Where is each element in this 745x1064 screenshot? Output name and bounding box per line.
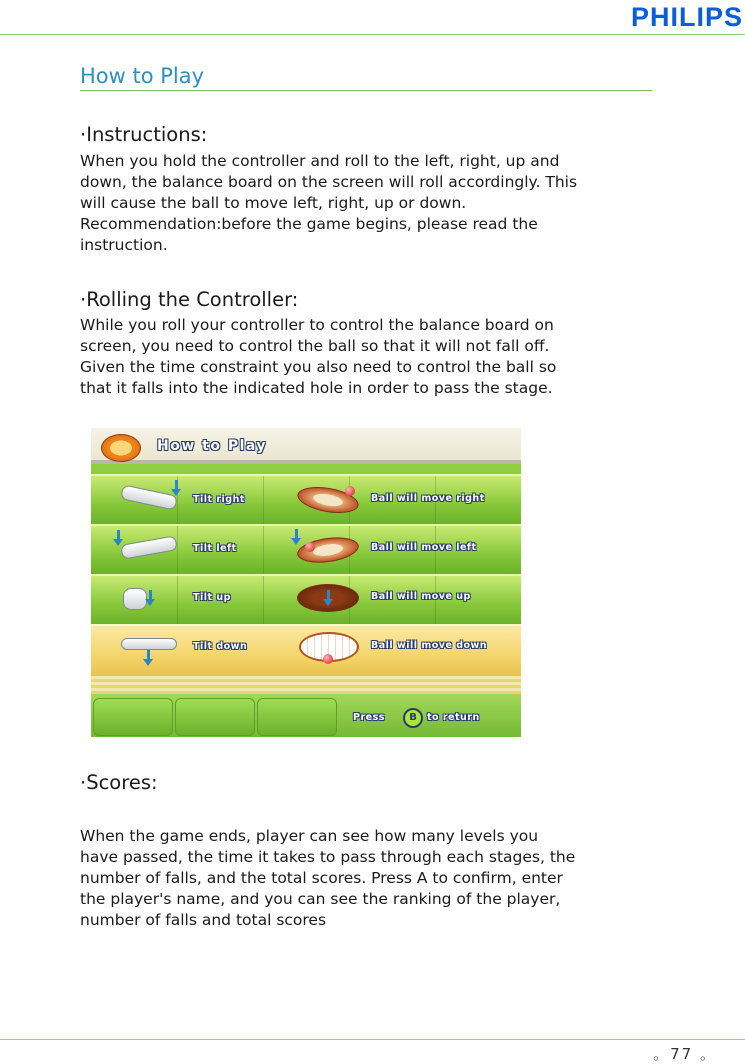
remote-icon [121,638,177,650]
text-line: While you roll your controller to control the balance board on [80,316,554,334]
remote-icon [123,588,147,610]
footer-divider [0,1039,745,1040]
ball-icon [345,486,355,496]
row-result-label: Ball will move left [371,542,477,553]
row-action-label: Tilt down [193,641,248,652]
page-number: 。77 。 [653,1045,717,1063]
arrow-down-icon [327,590,330,600]
row-action-label: Tilt right [193,494,245,505]
instructions-heading: ·Instructions: [80,123,208,146]
row-divider [263,576,264,624]
header-divider [0,34,745,35]
press-label: Press [353,712,385,723]
row-divider [177,576,178,624]
row-result-label: Ball will move right [371,493,485,504]
screenshot-header-band [91,428,521,464]
arrow-down-icon [117,530,120,540]
text-line: Given the time constraint you also need to control the ball so [80,358,557,376]
text-line: the player's name, and you can see the ranking of the player, [80,890,561,908]
footer-tile [93,698,173,736]
footer-tile [257,698,337,736]
footer-tile [175,698,255,736]
row-result-label: Ball will move up [371,591,471,602]
arrow-down-icon [147,650,150,660]
text-line: Recommendation:before the game begins, please read the [80,215,538,233]
text-line: instruction. [80,236,168,254]
row-divider [177,526,178,574]
text-line: When the game ends, player can see how many levels you [80,827,539,845]
row-divider [263,476,264,524]
text-line: number of falls, and the total scores. Press A to confirm, enter [80,869,563,887]
ball-icon [305,542,315,552]
philips-logo: PHILIPS [630,2,743,32]
rolling-heading: ·Rolling the Controller: [80,288,299,311]
text-line: number of falls and total scores [80,911,327,929]
row-divider [263,526,264,574]
arrow-down-icon [149,590,152,600]
arrow-down-icon [295,529,298,539]
text-line: screen, you need to control the ball so that it will not fall off. [80,337,550,355]
mascot-icon [101,434,141,462]
text-line: will cause the ball to move left, right, up or down. [80,194,467,212]
arrow-down-icon [175,480,178,490]
rolling-text [80,315,556,399]
screenshot-title: How to Play [157,438,268,454]
page-title: How to Play [80,62,652,91]
text-line: down, the balance board on the screen will roll accordingly. This [80,173,578,191]
return-label: to return [427,712,480,723]
screenshot-stripes [91,676,521,694]
ball-icon [323,654,333,664]
row-action-label: Tilt up [193,592,231,603]
text-line: have passed, the time it takes to pass through each stages, the [80,848,576,866]
row-result-label: Ball will move down [371,640,488,651]
scores-text [80,826,575,931]
text-line: that it falls into the indicated hole in order to pass the stage. [80,379,553,397]
game-screenshot [91,428,521,737]
text-line: When you hold the controller and roll to the left, right, up and [80,152,560,170]
instructions-text [80,151,577,256]
b-button-icon: B [403,708,423,728]
row-action-label: Tilt left [193,543,237,554]
scores-heading: ·Scores: [80,771,158,794]
